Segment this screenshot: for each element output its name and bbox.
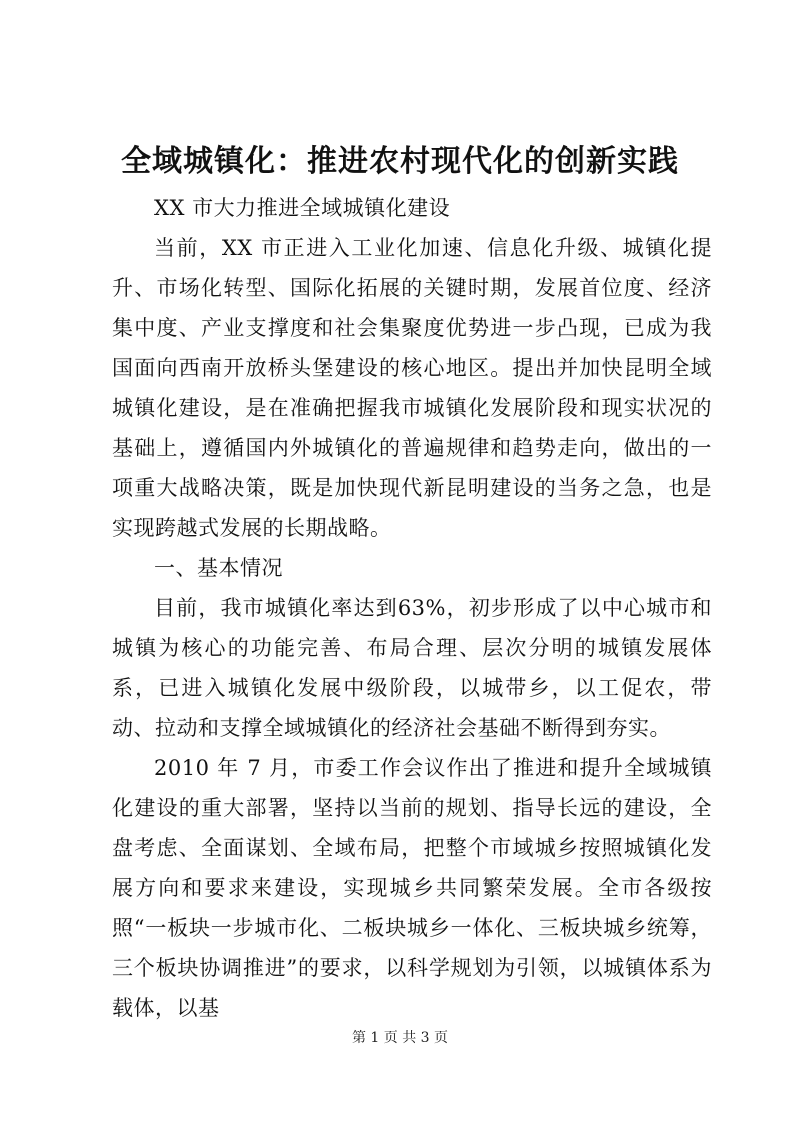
body-paragraph: 当前，XX 市正进入工业化加速、信息化升级、城镇化提升、市场化转型、国际化拓展的关键时期，发展首位度、经济集中度、产业支撑度和社会集聚度优势进一步凸现，已成为我国面向西南开放桥头堡建设的核心地区。提出并加快昆明全域城镇化建设，是在准确把握我市城镇化发展阶段和现实状况的基础上，遵循国内外城镇化的普遍规律和趋势走向，做出的一项重大战略决策，既是加快现代新昆明建设的当务之急，也是实现跨越式发展的长期战略。 xyxy=(112,236,712,540)
body-paragraph: 目前，我市城镇化率达到63%，初步形成了以中心城市和城镇为核心的功能完善、布局合理、层次分明的城镇发展体系，已进入城镇化发展中级阶段，以城带乡，以工促农，带动、拉动和支撑全域城镇化的经济社会基础不断得到夯实。 xyxy=(112,596,712,740)
body-paragraph: 2010 年 7 月，市委工作会议作出了推进和提升全域城镇化建设的重大部署，坚持以当前的规划、指导长远的建设，全盘考虑、全面谋划、全域布局，把整个市域城乡按照城镇化发展方向和要求来建设，实现城乡共同繁荣发展。全市各级按照“一板块一步城市化、二板块城乡一体化、三板块城乡统筹，三个板块协调推进”的要求，以科学规划为引领，以城镇体系为载体，以基 xyxy=(112,756,712,1020)
document-body xyxy=(112,188,712,1028)
subtitle-paragraph: XX 市大力推进全域城镇化建设 xyxy=(154,196,451,220)
section-heading: 一、基本情况 xyxy=(154,556,283,580)
page-number-footer: 第 1 页 共 3 页 xyxy=(351,1030,449,1046)
document-title: 全域城镇化：推进农村现代化的创新实践 xyxy=(121,144,679,179)
